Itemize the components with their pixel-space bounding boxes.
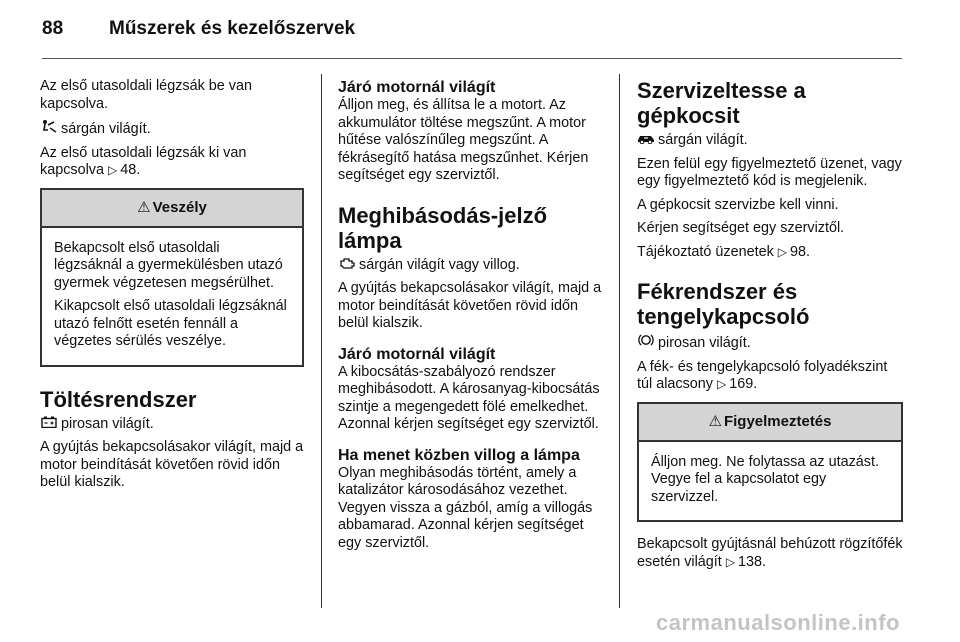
page-ref-icon: ▷: [725, 554, 736, 569]
battery-icon: [40, 416, 58, 434]
page-ref[interactable]: 48.: [120, 162, 141, 178]
warning-box: [637, 402, 903, 523]
column-1: [40, 78, 304, 498]
paragraph: pirosan világít.: [637, 333, 903, 353]
page-ref[interactable]: 138.: [738, 553, 767, 570]
paragraph: Bekapcsolt első utasoldali légzsáknál a gyermekülésben utazó gyermek végzetesen megsérülhet.: [54, 239, 283, 291]
section-heading: Fékrendszer és tengelykapcsoló: [637, 279, 810, 329]
page-number: 88: [42, 18, 64, 39]
paragraph: A gyújtás bekapcsolásakor világít, majd a motor beindítását követően rövid időn belül kialszik.: [338, 280, 602, 331]
danger-box-header: ⚠ Veszély: [42, 190, 302, 228]
paragraph: Bekapcsolt gyújtásnál behúzott rögzítőfék esetén világít ▷ 138.: [637, 536, 903, 570]
column-3: [637, 78, 903, 577]
page-ref[interactable]: 98.: [790, 243, 811, 260]
watermark: carmanualsonline.info: [656, 610, 900, 635]
column-divider-2: [619, 74, 620, 608]
paragraph: Tájékoztató üzenetek ▷ 98.: [637, 243, 811, 260]
paragraph: A fék- és tengelykapcsoló folyadékszint túl alacsony ▷ 169.: [637, 358, 888, 392]
paragraph: sárgán világít.: [637, 132, 903, 150]
paragraph: A gépkocsit szervizbe kell vinni.: [637, 196, 839, 213]
sub-heading: Járó motornál világít: [338, 79, 496, 96]
page-ref-icon: ▷: [777, 244, 788, 259]
paragraph: Olyan meghibásodás történt, amely a katalizátor károsodásához vezethet. Vegyen vissza a gázból, amíg a villogás abbamarad. Azonnal kérjen segítséget egy szerviztől.: [338, 464, 593, 551]
paragraph: Álljon meg. Ne folytassa az utazást. Vegye fel a kapcsolatot egy szervizzel.: [651, 453, 879, 505]
warning-triangle-icon: ⚠: [137, 198, 151, 216]
danger-box: [40, 188, 304, 367]
engine-icon: [338, 257, 356, 275]
paragraph: A gyújtás bekapcsolásakor világít, majd a motor beindítását követően rövid időn belül kialszik.: [40, 439, 304, 490]
page-ref-icon: ▷: [717, 377, 727, 391]
airbag-off-icon: [40, 119, 58, 139]
car-wrench-icon: [637, 132, 655, 150]
warning-triangle-icon: ⚠: [708, 412, 722, 430]
column-divider-1: [321, 74, 322, 608]
page-ref-icon: ▷: [108, 163, 118, 177]
paragraph: Kikapcsolt első utasoldali légzsáknál utazó felnőtt esetén fennáll a végzetes sérülés veszélye.: [54, 298, 287, 349]
brake-circle-icon: [637, 333, 655, 353]
paragraph: pirosan világít.: [40, 416, 304, 434]
paragraph: Az első utasoldali légzsák ki van kapcsolva ▷ 48.: [40, 144, 247, 178]
paragraph: sárgán világít.: [40, 119, 304, 139]
sub-heading: Járó motornál világít: [338, 345, 496, 363]
paragraph: sárgán világít vagy villog.: [338, 257, 602, 275]
sub-heading: Ha menet közben villog a lámpa: [338, 446, 580, 464]
paragraph: Kérjen segítséget egy szerviztől.: [637, 220, 845, 236]
warning-box-header: ⚠ Figyelmeztetés: [639, 404, 901, 442]
paragraph: Az első utasoldali légzsák be van kapcsolva.: [40, 78, 252, 112]
paragraph: A kibocsátás-szabályozó rendszer meghibásodott. A károsanyag-kibocsátás szintje a megengedett fölé emelkedhet. Azonnal kérjen segítséget egy szerviztől.: [338, 363, 600, 432]
paragraph: Álljon meg, és állítsa le a motort. Az akkumulátor töltése megszűnt. A motor hűtése valószínűleg megszűnt. A fékrásegítő hatása megszűnhet. Kérjen segítséget egy szerviztől.: [338, 97, 589, 183]
section-heading: Szervizeltesse a gépkocsit: [637, 78, 806, 128]
section-heading: Töltésrendszer: [40, 386, 197, 412]
paragraph: Ezen felül egy figyelmeztető üzenet, vagy egy figyelmeztető kód is megjelenik.: [637, 155, 902, 189]
page-ref[interactable]: 169.: [729, 376, 758, 392]
header-rule: [42, 58, 902, 59]
page-header: [42, 18, 902, 50]
page-title: Műszerek és kezelőszervek: [109, 18, 356, 39]
section-heading: Meghibásodás-jelző lámpa: [338, 202, 548, 253]
column-2: [338, 78, 602, 558]
